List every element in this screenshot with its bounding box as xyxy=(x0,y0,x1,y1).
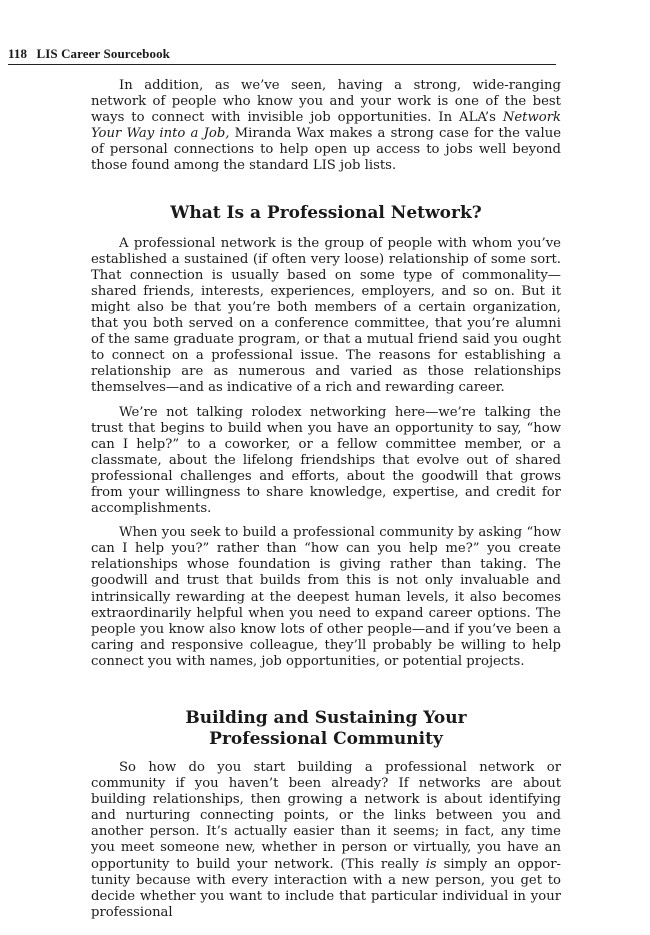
paragraph xyxy=(91,760,561,921)
heading-line-1: Building and Sustaining Your xyxy=(185,708,467,728)
intro-text-start: In addition, as we’ve seen, having a strong, wide-ranging network of people who know you and your work is one of the best ways to connect with invisible job opportunities. In ALA’s xyxy=(91,78,561,126)
running-head xyxy=(8,46,556,65)
paragraph: When you seek to build a professional community by asking “how can I help you?” rather than “how can you help me?” you create relationships whose foundation is giving rather than taking. The goodwill and trust that builds from this is not only invaluable and intrinsically rewarding at the deepest human levels, it also becomes extraordinarily helpful when you need to expand career options. The people you know also know lots of other people—and if you’ve been a caring and responsive colleague, they’ll probably be willing to help connect you with names, job opportunities, or potential projects. xyxy=(91,525,561,669)
paragraph-text-start: So how do you start building a professional network or community if you haven’t been already? If networks are about building relationships, then growing a network is about identifying and nurturing connecting points, or the links between you and another person. It’s actually easier than it seems; in fact, any time you meet someone new, whether in person or virtually, you have an opportunity to build your network. (This really xyxy=(91,760,561,872)
paragraph: A professional network is the group of people with whom you’ve established a sustained (if often very loose) relationship of some sort. That connection is usually based on some type of commonality—shared friends, interests, experiences, employers, and so on. But it might also be that you’re both members of a certain organization, that you both served on a conference committee, that you’re alumni of the same graduate program, or that a mutual friend said you ought to connect on a professional issue. The reasons for establishing a relationship are as numerous and varied as those relationships themselves—and as indicative of a rich and rewarding career. xyxy=(91,235,561,396)
italic-emphasis: is xyxy=(425,856,437,872)
paragraph-text-end: simply an opportunity because with every interaction with a new person, you get to decide whether you want to include that particular individual in your professional xyxy=(91,856,561,920)
book-title: LIS Career Sourcebook xyxy=(36,46,171,61)
intro-paragraph xyxy=(91,78,561,175)
section-heading-building-community xyxy=(91,708,561,750)
paragraph: We’re not talking rolodex networking here—we’re talking the trust that begins to build when you have an opportunity to say, “how can I help?” to a coworker, or a fellow committee member, or a classmate, about the lifelong friendships that evolve out of shared professional challenges and efforts, about the goodwill that grows from your willingness to share knowledge, expertise, and credit for accomplishments. xyxy=(91,404,561,517)
italic-book-title: Network Your Way into a Job, xyxy=(91,110,561,142)
page-number: 118 xyxy=(8,46,28,61)
page-body xyxy=(91,78,561,929)
intro-text-end: Miranda Wax makes a strong case for the value of personal connections to help open up access to jobs well beyond those found among the standard LIS job lists. xyxy=(91,126,561,174)
section-heading-professional-network: What Is a Professional Network? xyxy=(170,202,482,223)
heading-line-2: Professional Community xyxy=(209,729,443,749)
